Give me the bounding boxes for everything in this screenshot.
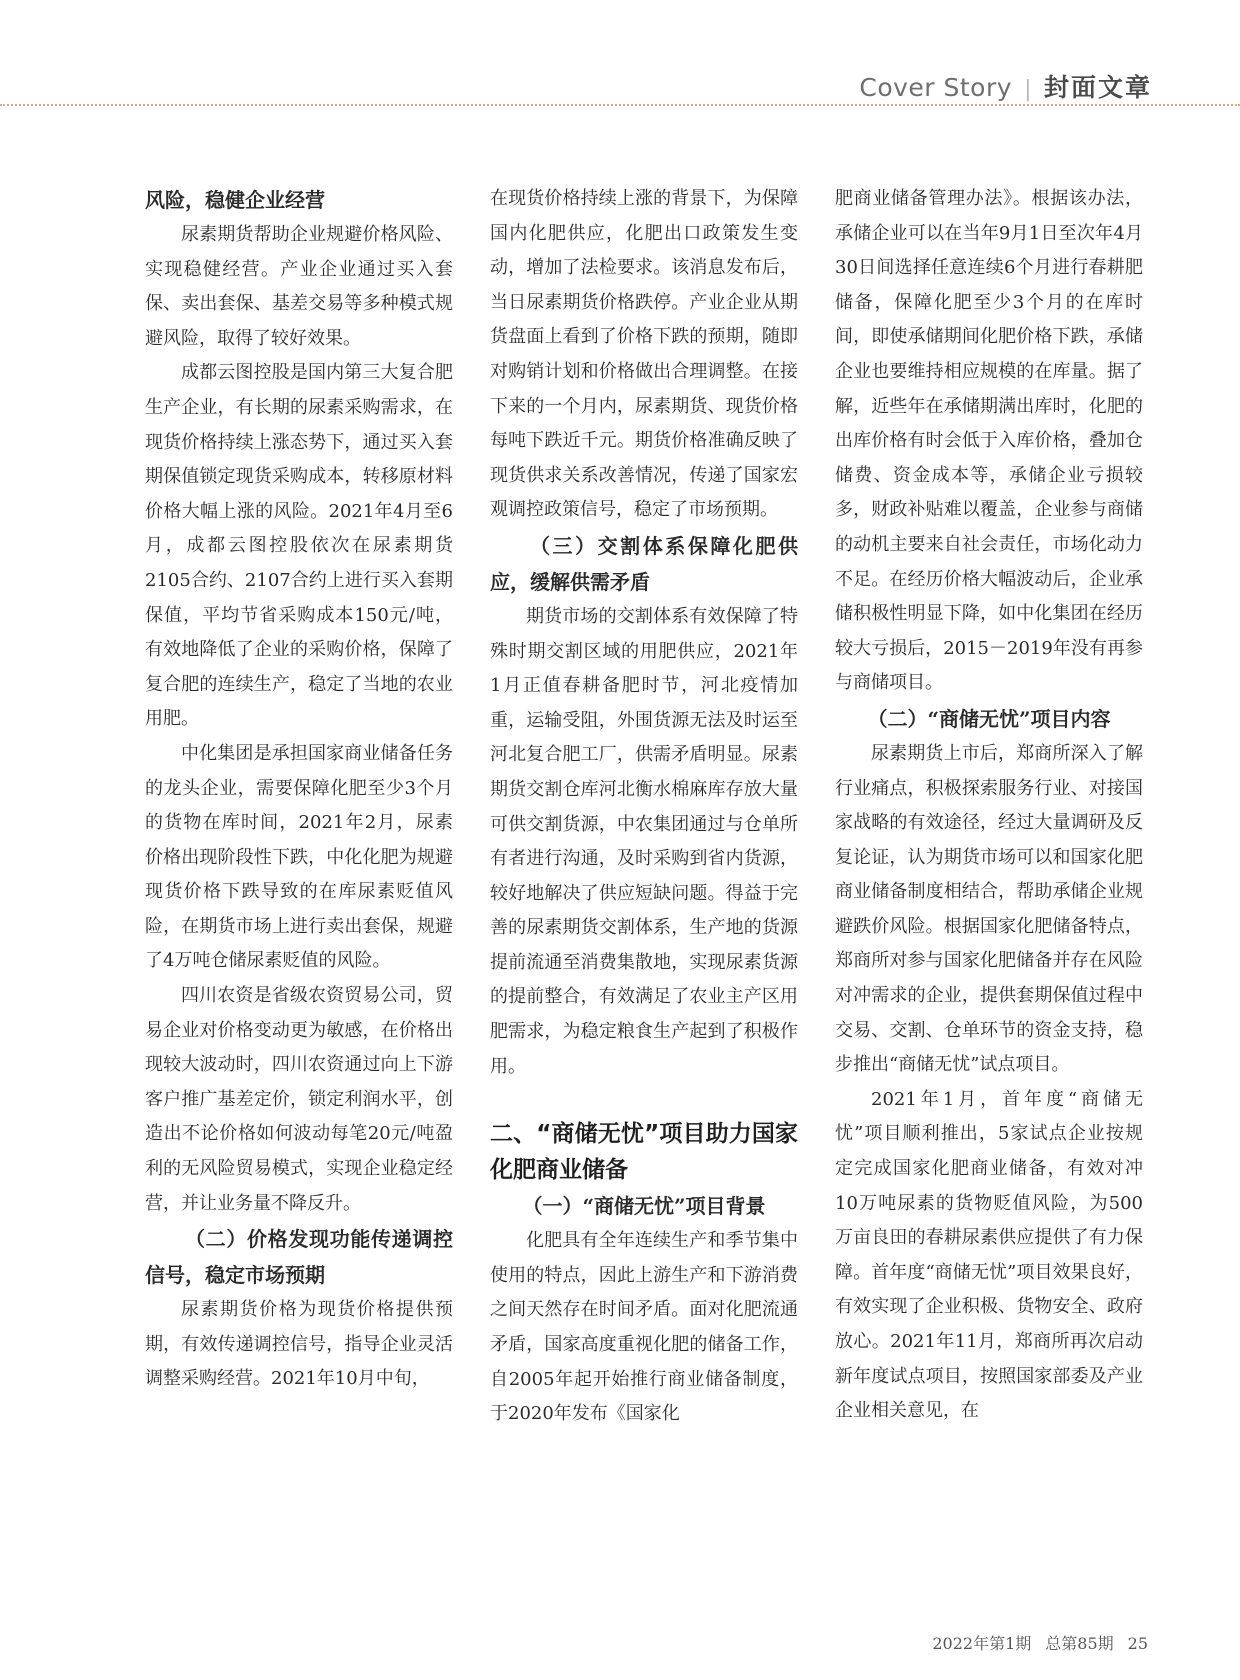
paragraph-continuation: 肥商业储备管理办法》。根据该办法，承储企业可以在当年9月1日至次年4月30日间选择任意连续6个月进行春耕肥储备，保障化肥至少3个月的在库时间，即使承储期间化肥价格下跌，承储企业也要维持相应规模的在库量。据了解，近些年在承储期满出库时，化肥的出库价格有时会低于入库价格，叠加仓储费、资金成本等，承储企业亏损较多，财政补贴难以覆盖，企业参与商储的动机主要来自社会责任，市场化动力不足。在经历价格大幅波动后，企业承储积极性明显下降，如中化集团在经历较大亏损后，2015－2019年没有再参与商储项目。 [835,188,1143,694]
section-label-chinese: 封面文章 [1043,73,1152,102]
subheading: （一）“商储无忧”项目背景 [522,1194,766,1219]
column-3 [835,182,1143,1429]
paragraph: 尿素期货价格为现货价格提供预期，有效传递调控信号，指导企业灵活调整采购经营。2021年10月中旬， [145,1299,453,1390]
paragraph: 成都云图控股是国内第三大复合肥生产企业，有长期的尿素采购需求，在现货价格持续上涨态势下，通过买入套期保值锁定现货采购成本，转移原材料价格大幅上涨的风险。2021年4月至6月，成都云图控股依次在尿素期货2105合约、2107合约上进行买入套期保值，平均节省采购成本150元/吨，有效地降低了企业的采购价格，保障了复合肥的连续生产，稳定了当地的农业用肥。 [145,362,453,730]
column-1 [145,182,453,1397]
header-separator: | [1024,77,1032,102]
column-2 [490,182,798,1432]
paragraph: 中化集团是承担国家商业储备任务的龙头企业，需要保障化肥至少3个月的货物在库时间，2021年2月，尿素价格出现阶段性下跌，中化化肥为规避现货价格下跌导致的在库尿素贬值风险，在期货市场上进行卖出套保，规避了4万吨仓储尿素贬值的风险。 [145,742,453,972]
paragraph-continuation: 在现货价格持续上涨的背景下，为保障国内化肥供应，化肥出口政策发生变动，增加了法检要求。该消息发布后，当日尿素期货价格跌停。产业企业从期货盘面上看到了价格下跌的预期，随即对购销计划和价格做出合理调整。在接下来的一个月内，尿素期货、现货价格每吨下跌近千元。期货价格准确反映了现货供求关系改善情况，传递了国家宏观调控政策信号，稳定了市场预期。 [490,188,798,521]
paragraph: 尿素期货帮助企业规避价格风险、实现稳健经营。产业企业通过买入套保、卖出套保、基差交易等多种模式规避风险，取得了较好效果。 [145,224,453,349]
section-label [859,68,1152,104]
paragraph: 化肥具有全年连续生产和季节集中使用的特点，因此上游生产和下游消费之间天然存在时间矛盾。面对化肥流通矛盾，国家高度重视化肥的储备工作，自2005年起开始推行商业储备制度，于2020年发布《国家化 [490,1230,798,1425]
paragraph: 尿素期货上市后，郑商所深入了解行业痛点，积极探索服务行业、对接国家战略的有效途径，经过大量调研及反复论证，认为期货市场可以和国家化肥商业储备制度相结合，帮助承储企业规避跌价风险。根据国家化肥储备特点，郑商所对参与国家化肥储备并存在风险对冲需求的企业，提供套期保值过程中交易、交割、仓单环节的资金支持，稳步推出“商储无忧”试点项目。 [835,742,1143,1076]
subheading-continuation: 风险，稳健企业经营 [145,188,325,212]
paragraph: 期货市场的交割体系有效保障了特殊时期交割区域的用肥供应，2021年1月正值春耕备肥时节，河北疫情加重，运输受阻，外围货源无法及时运至河北复合肥工厂，供需矛盾明显。尿素期货交割仓库河北衡水棉麻库存放大量可供交割货源，中农集团通过与仓单所有者进行沟通，及时采购到省内货源，较好地解决了供应短缺问题。得益于完善的尿素期货交割体系，生产地的货源提前流通至消费集散地，实现尿素货源的提前整合，有效满足了农业主产区用肥需求，为稳定粮食生产起到了积极作用。 [490,605,798,1077]
subheading: （三）交割体系保障化肥供应，缓解供需矛盾 [490,533,798,594]
page-number: 25 [1127,1634,1148,1653]
total-issue-number: 总第85期 [1045,1634,1114,1653]
paragraph: 2021年1月，首年度“商储无忧”项目顺利推出，5家试点企业按规定完成国家化肥商业储备，有效对冲10万吨尿素的货物贬值风险，为500万亩良田的春耕尿素供应提供了有力保障。首年度“商储无忧”项目效果良好，有效实现了企业积极、货物安全、政府放心。2021年11月，郑商所再次启动新年度试点项目，按照国家部委及产业企业相关意见，在 [835,1088,1143,1422]
page-footer [932,1631,1148,1654]
paragraph: 四川农资是省级农资贸易公司，贸易企业对价格变动更为敏感，在价格出现较大波动时，四川农资通过向上下游客户推广基差定价，锁定利润水平，创造出不论价格如何波动每笔20元/吨盈利的无风险贸易模式，实现企业稳定经营，并让业务量不降反升。 [145,985,453,1214]
issue-number: 2022年第1期 [932,1634,1032,1653]
section-label-english: Cover Story [859,73,1013,102]
header-dotted-rule [0,104,1240,106]
subheading: （二）“商储无忧”项目内容 [867,706,1111,731]
page-header [0,0,1240,108]
subheading: （二）价格发现功能传递调控信号，稳定市场预期 [145,1227,453,1288]
section-heading: 二、“商储无忧”项目助力国家化肥商业储备 [490,1121,798,1184]
